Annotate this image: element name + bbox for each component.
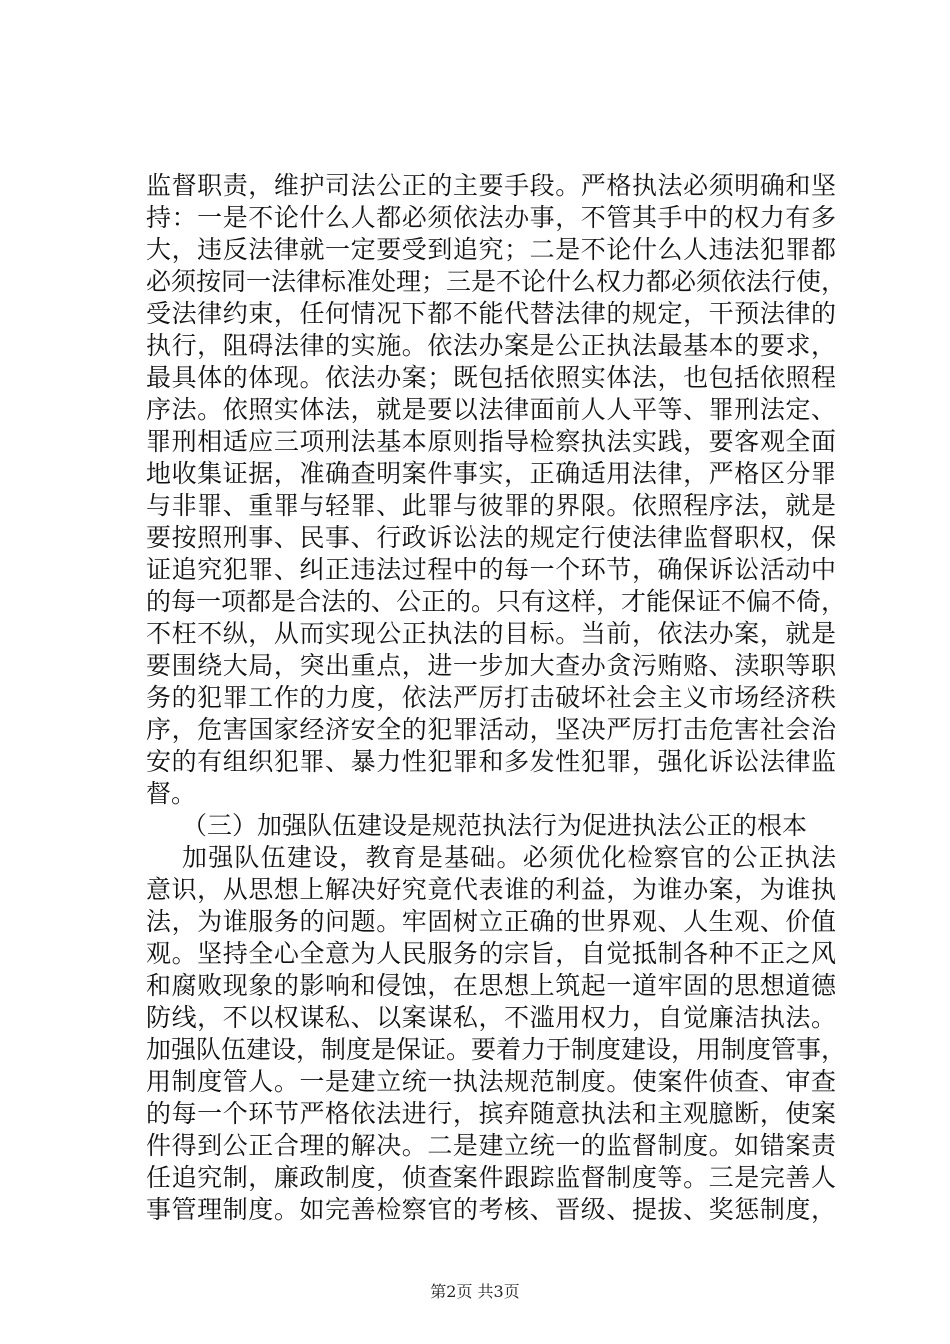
paragraph-2 — [146, 842, 847, 1226]
text-line: 安的有组织犯罪、暴力性犯罪和多发性犯罪，强化诉讼法律监 — [146, 747, 836, 776]
text-line: 最具体的体现。依法办案；既包括依照实体法，也包括依照程 — [146, 363, 836, 392]
text-line: 序，危害国家经济安全的犯罪活动，坚决严厉打击危害社会治 — [146, 715, 836, 744]
text-line: 证追究犯罪、纠正违法过程中的每一个环节，确保诉讼活动中 — [146, 555, 836, 584]
text-line: 防线，不以权谋私、以案谋私，不滥用权力，自觉廉洁执法。 — [146, 1003, 836, 1032]
text-line: 的每一项都是合法的、公正的。只有这样，才能保证不偏不倚， — [146, 587, 847, 616]
text-line: 督。 — [146, 779, 197, 808]
text-line: 加强队伍建设，教育是基础。必须优化检察官的公正执法 — [182, 843, 836, 872]
text-line: 用制度管人。一是建立统一执法规范制度。使案件侦查、审查 — [146, 1067, 836, 1096]
paragraph-1 — [146, 170, 847, 810]
text-line: 要按照刑事、民事、行政诉讼法的规定行使法律监督职权，保 — [146, 523, 836, 552]
text-line: 不枉不纵，从而实现公正执法的目标。当前，依法办案，就是 — [146, 619, 836, 648]
text-line: 的每一个环节严格依法进行，摈弃随意执法和主观臆断，使案 — [146, 1099, 836, 1128]
text-line: 必须按同一法律标准处理；三是不论什么权力都必须依法行使， — [146, 267, 847, 296]
text-line: 地收集证据，准确查明案件事实，正确适用法律，严格区分罪 — [146, 459, 836, 488]
text-line: 件得到公正合理的解决。二是建立统一的监督制度。如错案责 — [146, 1131, 836, 1160]
text-line: 观。坚持全心全意为人民服务的宗旨，自觉抵制各种不正之风 — [146, 939, 836, 968]
text-line: 监督职责，维护司法公正的主要手段。严格执法必须明确和坚 — [146, 171, 836, 200]
text-line: 要围绕大局，突出重点，进一步加大查办贪污贿赂、渎职等职 — [146, 651, 836, 680]
text-line: 意识，从思想上解决好究竟代表谁的利益，为谁办案，为谁执 — [146, 875, 836, 904]
text-line: 执行，阻碍法律的实施。依法办案是公正执法最基本的要求， — [146, 331, 836, 360]
text-line: 持：一是不论什么人都必须依法办事，不管其手中的权力有多 — [146, 203, 836, 232]
text-line: 任追究制，廉政制度，侦查案件跟踪监督制度等。三是完善人 — [146, 1163, 836, 1192]
text-line: 序法。依照实体法，就是要以法律面前人人平等、罪刑法定、 — [146, 395, 836, 424]
text-line: 和腐败现象的影响和侵蚀，在思想上筑起一道牢固的思想道德 — [146, 971, 836, 1000]
section-heading: （三）加强队伍建设是规范执法行为促进执法公正的根本 — [182, 811, 808, 840]
text-line: 法，为谁服务的问题。牢固树立正确的世界观、人生观、价值 — [146, 907, 836, 936]
text-line: 事管理制度。如完善检察官的考核、晋级、提拔、奖惩制度， — [146, 1195, 836, 1224]
text-line: 罪刑相适应三项刑法基本原则指导检察执法实践，要客观全面 — [146, 427, 836, 456]
page-footer: 第2页 共3页 — [430, 1282, 520, 1301]
body-text — [146, 170, 847, 1226]
text-line: 与非罪、重罪与轻罪、此罪与彼罪的界限。依照程序法，就是 — [146, 491, 836, 520]
text-line: 务的犯罪工作的力度，依法严厉打击破坏社会主义市场经济秩 — [146, 683, 836, 712]
text-line: 加强队伍建设，制度是保证。要着力于制度建设，用制度管事， — [146, 1035, 847, 1064]
text-line: 大，违反法律就一定要受到追究；二是不论什么人违法犯罪都 — [146, 235, 836, 264]
text-line: 受法律约束，任何情况下都不能代替法律的规定，干预法律的 — [146, 299, 836, 328]
